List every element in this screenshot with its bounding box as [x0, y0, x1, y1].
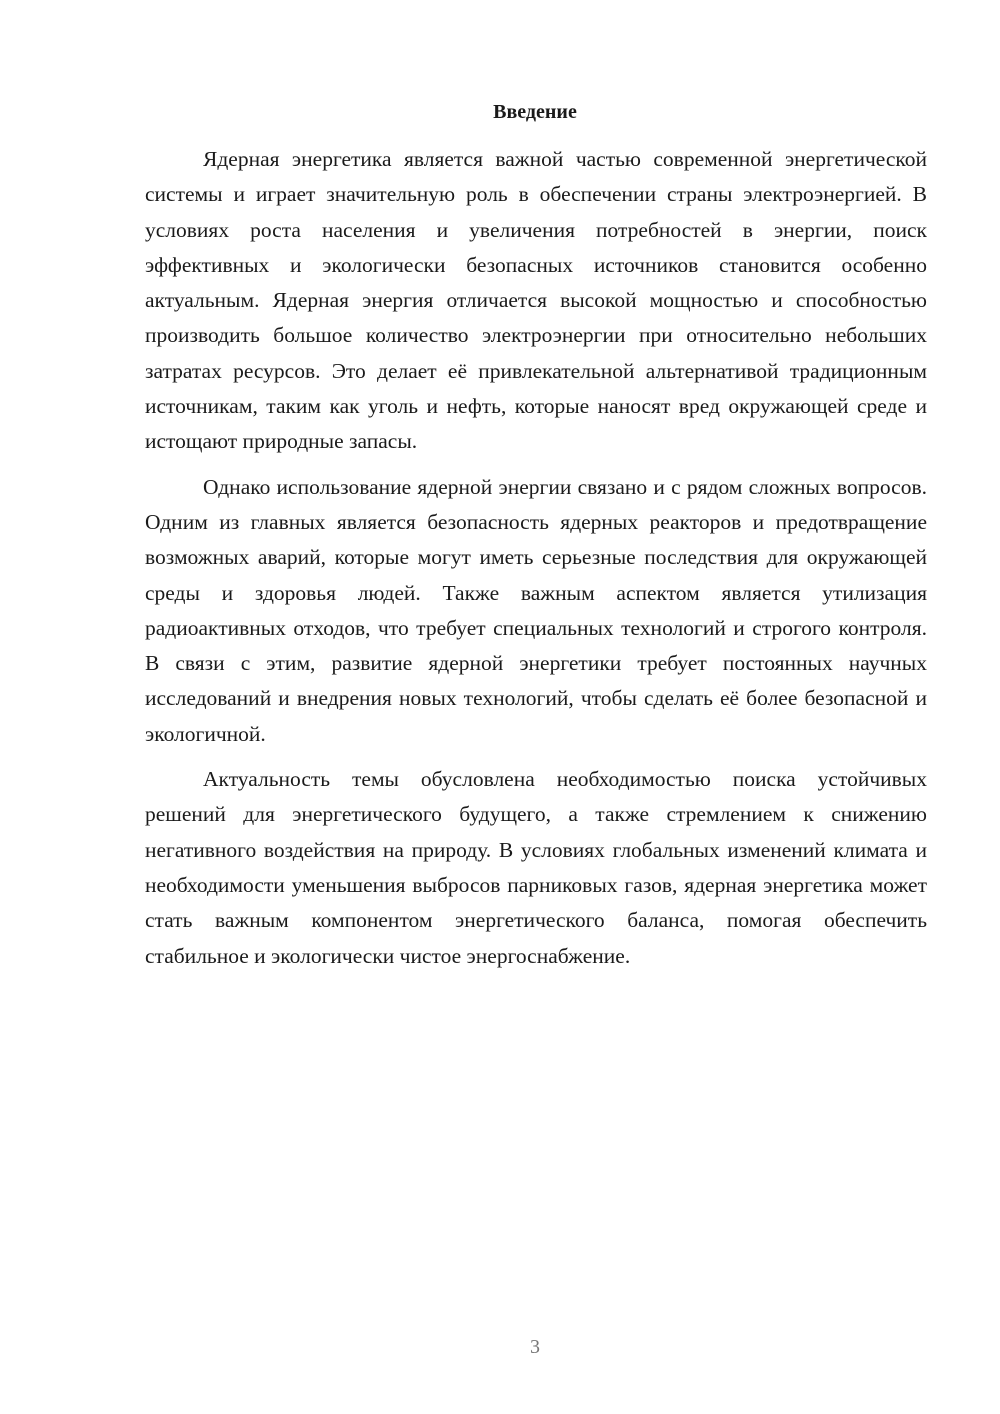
- document-body: [145, 142, 927, 974]
- paragraph-introduction: Ядерная энергетика является важной частью современной энергетической системы и играет значительную роль в обеспечении страны электроэнергией. В условиях роста населения и увеличения потребностей в энергии, поиск эффективных и экологически безопасных источников становится особенно актуальным. Ядерная энергия отличается высокой мощностью и способностью производить большое количество электроэнергии при относительно небольших затратах ресурсов. Это делает её привлекательной альтернативой традиционным источникам, таким как уголь и нефть, которые наносят вред окружающей среде и истощают природные запасы.: [145, 147, 927, 454]
- paragraph-challenges: Однако использование ядерной энергии связано и с рядом сложных вопросов. Одним из главных является безопасность ядерных реакторов и предотвращение возможных аварий, которые могут иметь серьезные последствия для окружающей среды и здоровья людей. Также важным аспектом является утилизация радиоактивных отходов, что требует специальных технологий и строгого контроля. В связи с этим, развитие ядерной энергетики требует постоянных научных исследований и внедрения новых технологий, чтобы сделать её более безопасной и экологичной.: [145, 474, 927, 746]
- page-title: Введение: [493, 101, 577, 123]
- paragraph-relevance: Актуальность темы обусловлена необходимостью поиска устойчивых решений для энергетического будущего, а также стремлением к снижению негативного воздействия на природу. В условиях глобальных изменений климата и необходимости уменьшения выбросов парниковых газов, ядерная энергетика может стать важным компонентом энергетического баланса, помогая обеспечить стабильное и экологически чистое энергоснабжение.: [145, 767, 927, 968]
- page-number: 3: [530, 1336, 540, 1358]
